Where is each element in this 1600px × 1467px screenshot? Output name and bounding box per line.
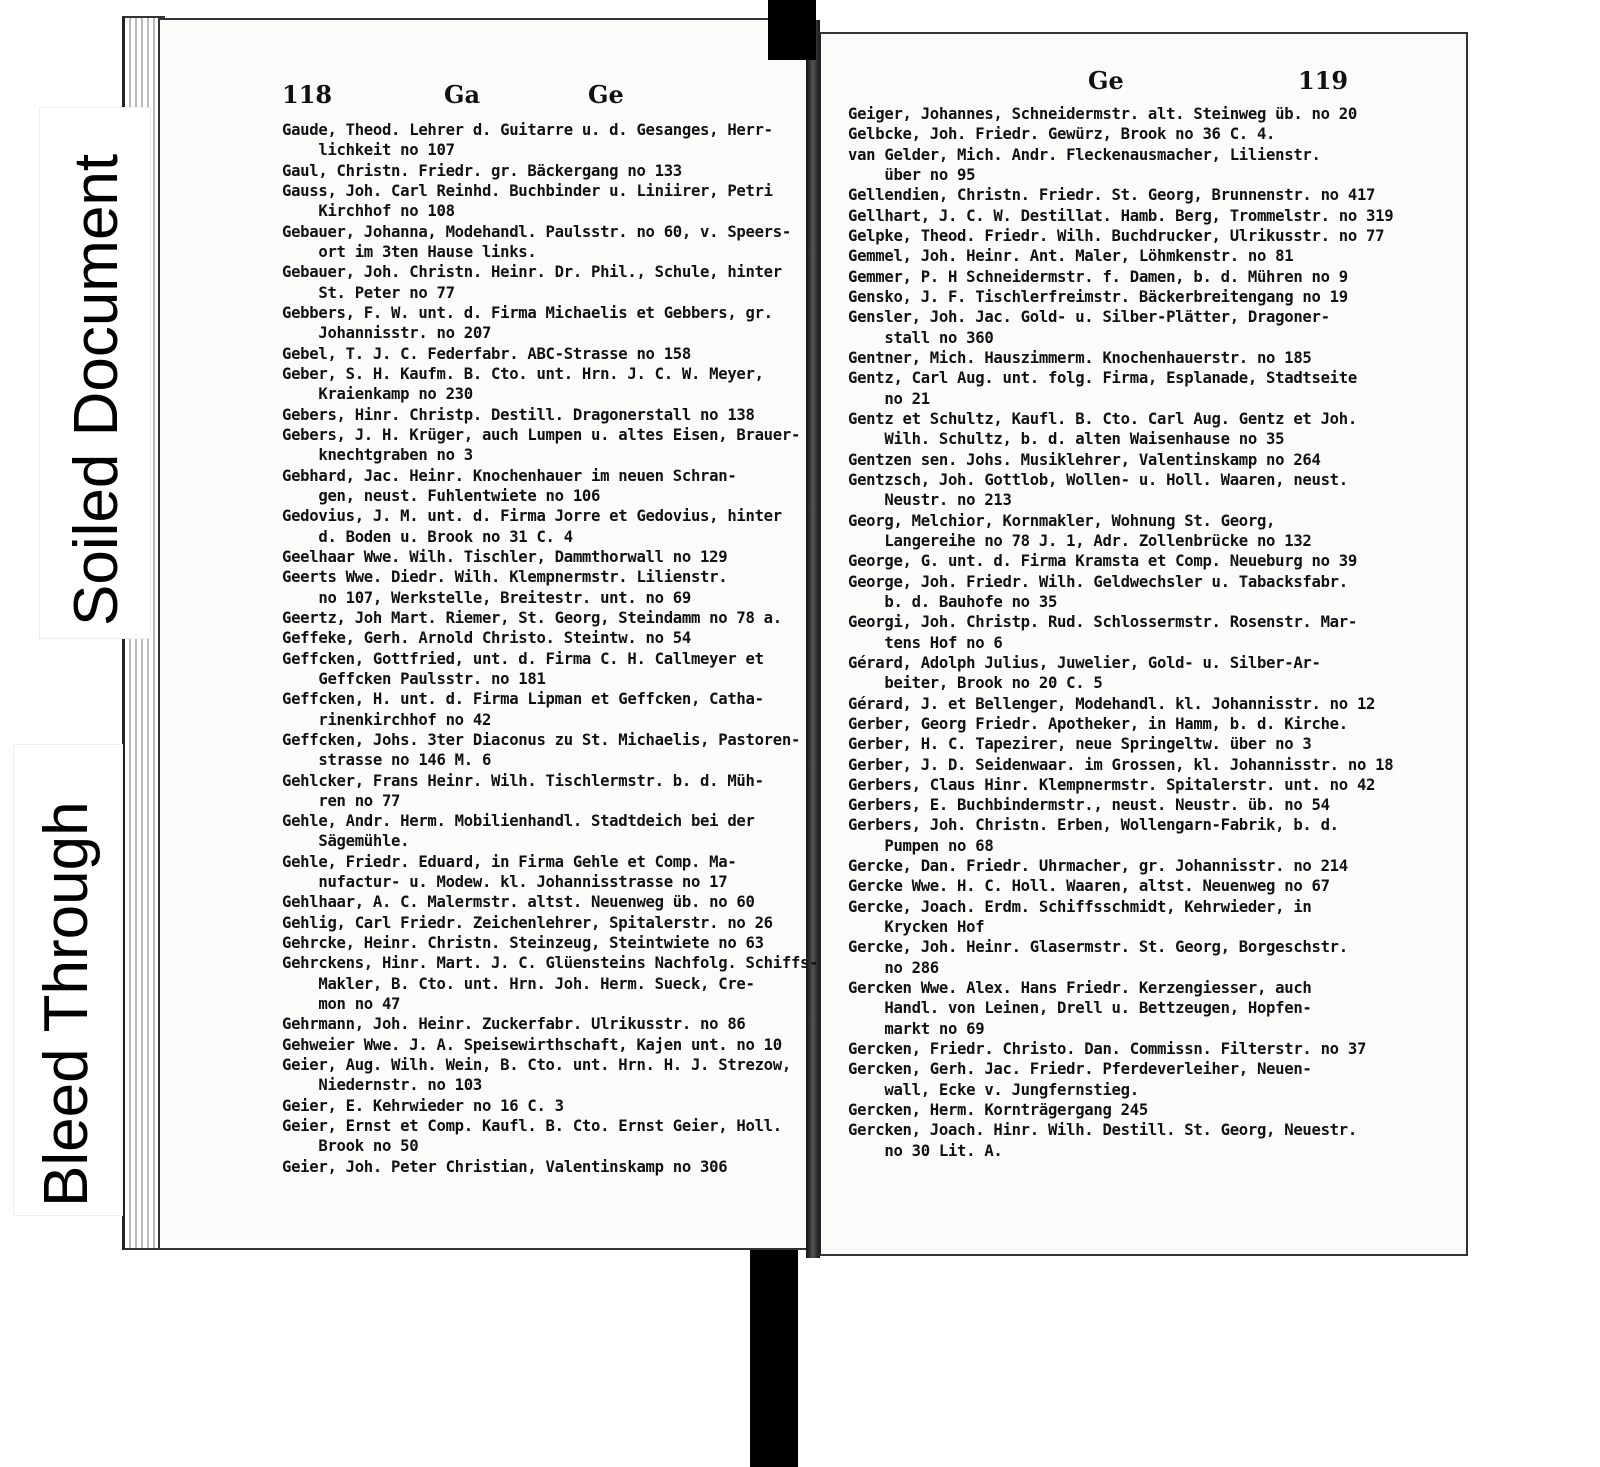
left_page-line: Gehle, Andr. Herm. Mobilienhandl. Stadtdeich bei der — [282, 812, 755, 831]
left_page-line: Geerts Wwe. Diedr. Wilh. Klempnermstr. Lilienstr. — [282, 568, 728, 587]
left_page-line: Gebers, J. H. Krüger, auch Lumpen u. altes Eisen, Brauer- — [282, 425, 801, 444]
right_page-line: George, G. unt. d. Firma Kramsta et Comp. Neueburg no 39 — [848, 552, 1357, 571]
right_page-line: Gercke, Dan. Friedr. Uhrmacher, gr. Johannisstr. no 214 — [848, 857, 1348, 876]
left_page-line: Gebhard, Jac. Heinr. Knochenhauer im neuen Schran- — [282, 466, 737, 485]
left-page-head-ga: Ga — [444, 80, 481, 109]
left-page-number: 118 — [282, 80, 333, 109]
left_page-line: Geffcken, Johs. 3ter Diaconus zu St. Michaelis, Pastoren- — [282, 730, 801, 749]
right_page-line: Gercken Wwe. Alex. Hans Friedr. Kerzengiesser, auch — [848, 979, 1312, 998]
left_page-line: Gebers, Hinr. Christp. Destill. Dragonerstall no 138 — [282, 405, 755, 424]
right_page-line: Gerber, H. C. Tapezirer, neue Springeltw. über no 3 — [848, 735, 1312, 754]
spine-top-strip — [768, 0, 816, 60]
left_page-line: Gehle, Friedr. Eduard, in Firma Gehle et Comp. Ma- — [282, 852, 737, 871]
left_page-line: Gehweier Wwe. J. A. Speisewirthschaft, Kajen unt. no 10 — [282, 1035, 782, 1054]
left_page-line: Geelhaar Wwe. Wilh. Tischler, Dammthorwall no 129 — [282, 547, 728, 566]
right-page-entries — [848, 104, 1393, 1161]
left_page-line: Geier, Aug. Wilh. Wein, B. Cto. unt. Hrn. H. J. Strezow, — [282, 1056, 791, 1075]
right_page-line: Gercken, Friedr. Christo. Dan. Commissn. Filterstr. no 37 — [848, 1040, 1367, 1059]
left_page-line: Geber, S. H. Kaufm. B. Cto. unt. Hrn. J. C. W. Meyer, — [282, 364, 764, 383]
right_page-line: Gentzsch, Joh. Gottlob, Wollen- u. Holl. Waaren, neust. — [848, 470, 1348, 489]
right_page-line: Gerbers, E. Buchbindermstr., neust. Neustr. üb. no 54 — [848, 796, 1330, 815]
right_page-line: Gensko, J. F. Tischlerfreimstr. Bäckerbreitengang no 19 — [848, 287, 1348, 306]
left_page-line: Gehrcke, Heinr. Christn. Steinzeug, Steintwiete no 63 — [282, 934, 764, 953]
right_page-line: Gerbers, Claus Hinr. Klempnermstr. Spitalerstr. unt. no 42 — [848, 775, 1376, 794]
right_page-line: no 30 Lit. A. — [848, 1141, 1003, 1160]
right_page-line: Gentzen sen. Johs. Musiklehrer, Valentinskamp no 264 — [848, 450, 1321, 469]
left_page-line: no 107, Werkstelle, Breitestr. unt. no 69 — [282, 588, 691, 607]
right_page-line: van Gelder, Mich. Andr. Fleckenausmacher, Lilienstr. — [848, 145, 1321, 164]
left_page-line: Gehlig, Carl Friedr. Zeichenlehrer, Spitalerstr. no 26 — [282, 913, 773, 932]
left_page-line: lichkeit no 107 — [282, 141, 455, 160]
right_page-line: wall, Ecke v. Jungfernstieg. — [848, 1080, 1139, 1099]
right-page-head-ge: Ge — [1088, 66, 1124, 95]
right_page-line: Gemmel, Joh. Heinr. Ant. Maler, Löhmkenstr. no 81 — [848, 247, 1294, 266]
right_page-line: Handl. von Leinen, Drell u. Bettzeugen, Hopfen- — [848, 999, 1312, 1018]
left_page-line: rinenkirchhof no 42 — [282, 710, 492, 729]
right_page-line: markt no 69 — [848, 1019, 985, 1038]
left_page-line: mon no 47 — [282, 995, 401, 1014]
left_page-line: Gebel, T. J. C. Federfabr. ABC-Strasse no 158 — [282, 344, 691, 363]
left_page-line: Geffcken Paulsstr. no 181 — [282, 669, 546, 688]
left_page-line: Gaul, Christn. Friedr. gr. Bäckergang no 133 — [282, 161, 682, 180]
right_page-line: Gercken, Gerh. Jac. Friedr. Pferdeverleiher, Neuen- — [848, 1060, 1312, 1079]
right_page-line: Langereihe no 78 J. 1, Adr. Zollenbrücke no 132 — [848, 531, 1312, 550]
right_page-line: Neustr. no 213 — [848, 491, 1012, 510]
left_page-line: Kraienkamp no 230 — [282, 385, 473, 404]
left_page-line: Geffcken, H. unt. d. Firma Lipman et Geffcken, Catha- — [282, 690, 764, 709]
left_page-line: Gehrckens, Hinr. Mart. J. C. Glüensteins Nachfolg. Schiffs- — [282, 954, 819, 973]
right_page-line: George, Joh. Friedr. Wilh. Geldwechsler u. Tabacksfabr. — [848, 572, 1348, 591]
right_page-line: Gentz et Schultz, Kaufl. B. Cto. Carl Aug. Gentz et Joh. — [848, 409, 1357, 428]
bleed-through-label — [14, 745, 122, 1215]
right_page-line: stall no 360 — [848, 328, 994, 347]
right_page-line: beiter, Brook no 20 C. 5 — [848, 674, 1103, 693]
right_page-line: Gelbcke, Joh. Friedr. Gewürz, Brook no 36 C. 4. — [848, 125, 1276, 144]
left_page-line: Sägemühle. — [282, 832, 410, 851]
right_page-line: Gemmer, P. H Schneidermstr. f. Damen, b. d. Mühren no 9 — [848, 267, 1348, 286]
left-page-head-ge: Ge — [588, 80, 624, 109]
right_page-line: über no 95 — [848, 165, 976, 184]
left_page-line: d. Boden u. Brook no 31 C. 4 — [282, 527, 573, 546]
right_page-line: Pumpen no 68 — [848, 836, 994, 855]
right_page-line: Georg, Melchior, Kornmakler, Wohnung St. Georg, — [848, 511, 1276, 530]
left_page-line: Gehlcker, Frans Heinr. Wilh. Tischlermstr. b. d. Müh- — [282, 771, 764, 790]
right_page-line: no 286 — [848, 958, 939, 977]
right_page-line: Wilh. Schultz, b. d. alten Waisenhause no 35 — [848, 430, 1285, 449]
left_page-line: knechtgraben no 3 — [282, 446, 473, 465]
right-page-number: 119 — [1298, 66, 1349, 95]
left_page-line: St. Peter no 77 — [282, 283, 455, 302]
right_page-line: Gercke, Joh. Heinr. Glasermstr. St. Georg, Borgeschstr. — [848, 938, 1348, 957]
left_page-line: Geffeke, Gerh. Arnold Christo. Steintw. no 54 — [282, 629, 691, 648]
right_page-line: Gellhart, J. C. W. Destillat. Hamb. Berg, Trommelstr. no 319 — [848, 206, 1394, 225]
bleed-through-text: Bleed Through — [32, 801, 101, 1207]
soiled-document-label — [40, 108, 150, 638]
left_page-line: Gebauer, Johanna, Modehandl. Paulsstr. no 60, v. Speers- — [282, 222, 791, 241]
right_page-line: Gelpke, Theod. Friedr. Wilh. Buchdrucker, Ulrikusstr. no 77 — [848, 226, 1385, 245]
left_page-line: strasse no 146 M. 6 — [282, 751, 492, 770]
right_page-line: Gérard, Adolph Julius, Juwelier, Gold- u. Silber-Ar- — [848, 653, 1321, 672]
left_page-line: Gehlhaar, A. C. Malermstr. altst. Neuenweg üb. no 60 — [282, 893, 755, 912]
right_page-line: Gerber, J. D. Seidenwaar. im Grossen, kl. Johannisstr. no 18 — [848, 755, 1394, 774]
left_page-line: nufactur- u. Modew. kl. Johannisstrasse no 17 — [282, 873, 728, 892]
left_page-line: Brook no 50 — [282, 1137, 419, 1156]
soiled-document-text: Soiled Document — [62, 153, 131, 626]
left_page-line: Gedovius, J. M. unt. d. Firma Jorre et Gedovius, hinter — [282, 507, 782, 526]
left_page-line: Niedernstr. no 103 — [282, 1076, 482, 1095]
left_page-line: ort im 3ten Hause links. — [282, 242, 537, 261]
left_page-line: Johannisstr. no 207 — [282, 324, 492, 343]
right_page-line: Gentner, Mich. Hauszimmerm. Knochenhauerstr. no 185 — [848, 348, 1312, 367]
right_page-line: Gentz, Carl Aug. unt. folg. Firma, Esplanade, Stadtseite — [848, 369, 1357, 388]
right_page-line: b. d. Bauhofe no 35 — [848, 592, 1058, 611]
left_page-line: Gehrmann, Joh. Heinr. Zuckerfabr. Ulrikusstr. no 86 — [282, 1015, 746, 1034]
right_page-line: Krycken Hof — [848, 918, 985, 937]
left_page-line: gen, neust. Fuhlentwiete no 106 — [282, 486, 601, 505]
left_page-line: Geier, E. Kehrwieder no 16 C. 3 — [282, 1096, 564, 1115]
spine-bottom-strip — [750, 1250, 798, 1467]
right_page-line: no 21 — [848, 389, 930, 408]
right_page-line: Gercke Wwe. H. C. Holl. Waaren, altst. Neuenweg no 67 — [848, 877, 1330, 896]
right_page-line: Gensler, Joh. Jac. Gold- u. Silber-Plätter, Dragoner- — [848, 308, 1330, 327]
right_page-line: Gercken, Herm. Kornträgergang 245 — [848, 1101, 1148, 1120]
left_page-line: Geier, Ernst et Comp. Kaufl. B. Cto. Ernst Geier, Holl. — [282, 1117, 782, 1136]
left_page-line: Kirchhof no 108 — [282, 202, 455, 221]
right_page-line: tens Hof no 6 — [848, 633, 1003, 652]
left_page-line: Geertz, Joh Mart. Riemer, St. Georg, Steindamm no 78 a. — [282, 608, 782, 627]
right_page-line: Gellendien, Christn. Friedr. St. Georg, Brunnenstr. no 417 — [848, 186, 1376, 205]
right_page-line: Gerber, Georg Friedr. Apotheker, in Hamm, b. d. Kirche. — [848, 714, 1348, 733]
right_page-line: Geiger, Johannes, Schneidermstr. alt. Steinweg üb. no 20 — [848, 105, 1357, 123]
right_page-line: Gerbers, Joh. Christn. Erben, Wollengarn-Fabrik, b. d. — [848, 816, 1339, 835]
left_page-line: Gebauer, Joh. Christn. Heinr. Dr. Phil., Schule, hinter — [282, 263, 782, 282]
left_page-line: Geier, Joh. Peter Christian, Valentinskamp no 306 — [282, 1157, 728, 1176]
right_page-line: Georgi, Joh. Christp. Rud. Schlossermstr. Rosenstr. Mar- — [848, 613, 1357, 632]
left_page-line: Gebbers, F. W. unt. d. Firma Michaelis et Gebbers, gr. — [282, 303, 773, 322]
left_page-line: Gauss, Joh. Carl Reinhd. Buchbinder u. Liniirer, Petri — [282, 181, 773, 200]
right_page-line: Gérard, J. et Bellenger, Modehandl. kl. Johannisstr. no 12 — [848, 694, 1376, 713]
right_page-line: Gercke, Joach. Erdm. Schiffsschmidt, Kehrwieder, in — [848, 897, 1312, 916]
left_page-line: ren no 77 — [282, 791, 401, 810]
left-page-entries — [282, 120, 818, 1177]
left_page-line: Gaude, Theod. Lehrer d. Guitarre u. d. Gesanges, Herr- — [282, 121, 773, 139]
right_page-line: Gercken, Joach. Hinr. Wilh. Destill. St. Georg, Neuestr. — [848, 1121, 1357, 1140]
left_page-line: Geffcken, Gottfried, unt. d. Firma C. H. Callmeyer et — [282, 649, 764, 668]
left_page-line: Makler, B. Cto. unt. Hrn. Joh. Herm. Sueck, Cre- — [282, 974, 755, 993]
